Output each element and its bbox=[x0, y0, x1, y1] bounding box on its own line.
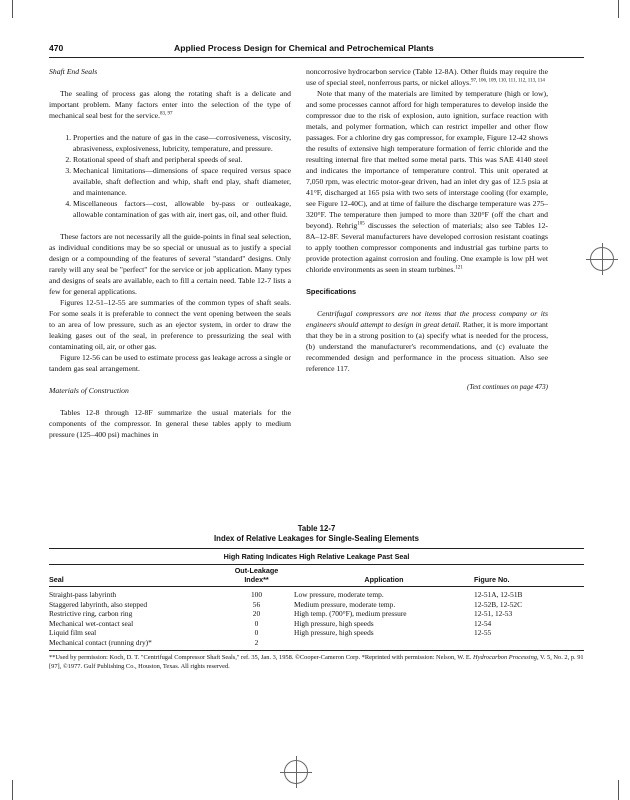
cell-index: 56 bbox=[252, 599, 261, 609]
list-item: 3. Mechanical limitations—dimensions of space required versus space available, shaft deflection and whip, shaft end play, shaft diameter, and maintenance. bbox=[73, 165, 291, 198]
cell-application: High temp. (700°F), medium pressure bbox=[294, 609, 407, 619]
cell-figure: 12-52B, 12-52C bbox=[474, 599, 523, 609]
seal-factors-list bbox=[49, 132, 291, 220]
col-seal: Seal bbox=[49, 575, 64, 584]
crop-mark-top-right bbox=[618, 0, 619, 18]
cell-figure: 12-54 bbox=[474, 618, 492, 628]
cell-index: 0 bbox=[254, 628, 259, 638]
table-subtitle: High Rating Indicates High Relative Leakage Past Seal bbox=[223, 552, 410, 561]
cell-seal: Straight-pass labyrinth bbox=[49, 590, 117, 599]
table-12-7 bbox=[49, 524, 584, 671]
table-row bbox=[49, 600, 584, 610]
table-footnote: **Used by permission: Koch, D. T. "Centrifugal Compressor Shaft Seals," ref. 35, Jan. 3, 1958. ©Cooper-Cameron Corp. *Reprinted with permission: Nelson, W. E. Hydrocarbon Processing, V. 5, No. 2, p. 91 [97], ©1977. Gulf Publishing Co., Houston, Texas. All rights reserved. bbox=[49, 653, 584, 670]
heading-shaft-end-seals: Shaft End Seals bbox=[49, 67, 98, 76]
table-row bbox=[49, 609, 584, 619]
cell-index: 2 bbox=[254, 637, 259, 647]
page-header bbox=[49, 43, 584, 57]
cell-seal: Staggered labyrinth, also stepped bbox=[49, 599, 148, 609]
continued-note: (Text continues on page 473) bbox=[466, 383, 548, 391]
heading-specifications: Specifications bbox=[306, 287, 357, 296]
list-item: 4. Miscellaneous factors—cost, allowable by-pass or outleakage, allowable contamination of gas with air, inert gas, oil, and other fluid. bbox=[73, 198, 291, 220]
table-row bbox=[49, 638, 584, 648]
paragraph-noncorrosive: noncorrosive hydrocarbon service (Table 12-8A). Other fluids may require the use of special steel, nonferrous parts, or nickel alloys.$^{97, 106, 109, 110, 111, 112, 113, 114}$ bbox=[306, 67, 548, 87]
paragraph-sealing: The sealing of process gas along the rotating shaft is a delicate and important problem. Many factors enter into the selection of the type of mechanical seal best for the service.$^{83, 97}$ bbox=[49, 89, 291, 120]
cell-figure: 12-55 bbox=[474, 628, 492, 638]
paragraph-leakage: Figure 12-56 can be used to estimate process gas leakage across a single or tandem gas seal arrangement. bbox=[49, 353, 291, 373]
paragraph-specifications: Centrifugal compressors are not items that the process company or its engineers should attempt to design in great detail. Rather, it is more important that they be in a strong position to (a) specify what is needed for the process, (b) understand the manufacturer's recommendations, and (c) evaluate the recommended design and performance in the process situation. Also see reference 117. bbox=[306, 309, 548, 373]
table-row bbox=[49, 590, 584, 600]
cell-figure bbox=[474, 638, 584, 648]
list-item: 2. Rotational speed of shaft and peripheral speeds of seal. bbox=[73, 154, 291, 165]
paragraph-materials: Tables 12-8 through 12-8F summarize the usual materials for the components of the compressor. In general these tables apply to medium pressure (125–400 psi) machines in bbox=[49, 408, 291, 439]
cell-application bbox=[294, 638, 474, 648]
list-item: 1. Properties and the nature of gas in the case—corrosiveness, viscosity, abrasiveness, explosiveness, lubricity, temperature, and pressure. bbox=[73, 132, 291, 154]
cell-index: 0 bbox=[254, 618, 259, 628]
paragraph-factors: These factors are not necessarily all the guide-points in final seal selection, as individual conditions may be so special or unusual as to justify a special design or a compounding of the features of several "standard" designs. Only rarely will any seal be "perfect" for the service or job application. Many types and designs of seals are available, each to fill a certain need. Table 12-7 lists a few for general applications. bbox=[49, 232, 291, 296]
col-figure: Figure No. bbox=[474, 575, 510, 584]
table-bottom-rule bbox=[49, 650, 584, 651]
page-number: 470 bbox=[49, 43, 64, 53]
registration-mark-right bbox=[590, 247, 614, 271]
registration-mark-bottom bbox=[284, 760, 308, 784]
cell-application: High pressure, high speeds bbox=[294, 628, 374, 638]
right-column bbox=[306, 66, 548, 393]
cell-index: 20 bbox=[252, 609, 261, 619]
col-application: Application bbox=[364, 575, 404, 584]
paragraph-temperature: Note that many of the materials are limited by temperature (high or low), and some processes cannot afford for high temperatures to develop inside the compressor due to the risk of explosion, auto ignition, surface reaction with metals, and polymer formation, which can restrict impeller and other flow passages. For a chlorine dry gas compressor, for example, Figure 12-42 shows the results of extensive high temperature formation of ferric chloride and the resulting internal fire that melted some metal parts. This was SAE 4140 steel and indicates the importance of temperature control. This unit operated at 7,050 rpm, was electric motor-gear driven, had an inlet dry gas of 12.5 psia at 41°F, discharged at 165 psia with two sets of interstage cooling (for example, see Figure 12-40C), and at time of failure the discharge temperature was 275–320°F. The temperature then jumped to more than 320°F (off the chart and beyond). Rehrig$^{105}$ discusses the selection of materials; also see Tables 12-8A–12-8F. Several manufacturers have developed corrosion resistant coatings to apply toothen compressor components and industrial gas turbine parts to provide protection against corrosion and fouling. One example is low pH wet chloride environments as seen in steam turbines.$^{121}$ bbox=[306, 89, 548, 274]
cell-figure: 12-51, 12-53 bbox=[474, 609, 513, 619]
paragraph-figures: Figures 12-51–12-55 are summaries of the common types of shaft seals. For some seals it is preferable to connect the vent opening between the seals to an area of low pressure, such as an ejector system, in order to draw the leaking gases out of the seal, in preference to pressurizing the seal with contaminating oil, air, or other gas. bbox=[49, 298, 291, 351]
running-title: Applied Process Design for Chemical and Petrochemical Plants bbox=[174, 43, 434, 53]
header-rule bbox=[49, 57, 584, 58]
cell-seal: Mechanical wet-contact seal bbox=[49, 618, 134, 628]
cell-figure: 12-51A, 12-51B bbox=[474, 590, 523, 599]
col-index: Out-Leakage Index** bbox=[234, 566, 279, 584]
table-row bbox=[49, 619, 584, 629]
cell-seal: Mechanical contact (running dry)* bbox=[49, 637, 152, 647]
left-column bbox=[49, 66, 291, 440]
leakage-table bbox=[49, 565, 584, 648]
heading-materials: Materials of Construction bbox=[49, 386, 129, 395]
table-header-rule bbox=[49, 586, 584, 587]
table-header-row bbox=[49, 565, 584, 585]
cell-application: Low pressure, moderate temp. bbox=[294, 590, 384, 599]
cell-index: 100 bbox=[250, 590, 263, 599]
cell-application: Medium pressure, moderate temp. bbox=[294, 599, 396, 609]
table-row bbox=[49, 628, 584, 638]
crop-mark-top-left bbox=[12, 0, 13, 18]
table-number: Table 12-7 bbox=[297, 524, 336, 533]
cell-application: High pressure, high speeds bbox=[294, 618, 374, 628]
crop-mark-bottom-right bbox=[618, 780, 619, 800]
table-title: Index of Relative Leakages for Single-Sealing Elements bbox=[214, 534, 419, 543]
cell-seal: Liquid film seal bbox=[49, 628, 97, 638]
crop-mark-bottom-left bbox=[12, 780, 13, 800]
cell-seal: Restrictive ring, carbon ring bbox=[49, 609, 133, 619]
